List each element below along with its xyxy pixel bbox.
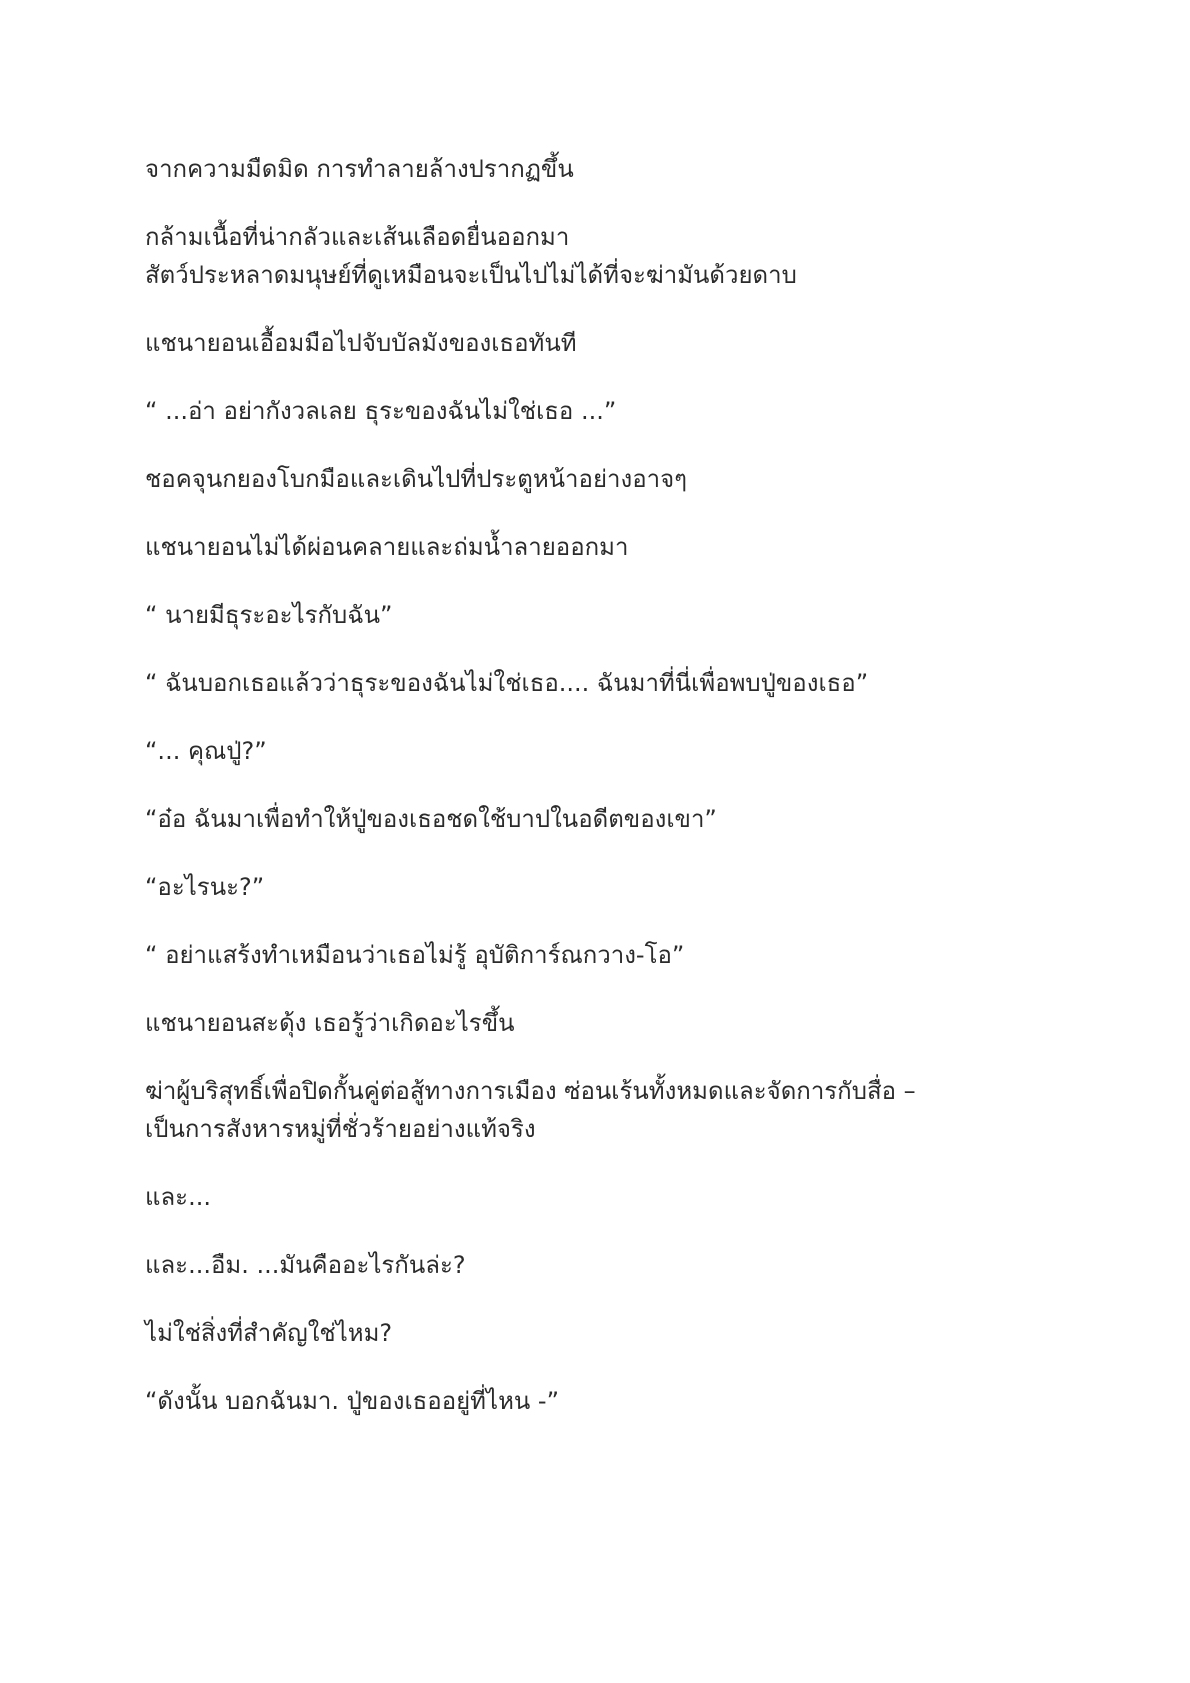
paragraph <box>145 392 1045 430</box>
paragraph <box>145 732 1045 770</box>
text-line: จากความมืดมิด การทำลายล้างปรากฏขึ้น <box>145 155 574 183</box>
paragraph <box>145 528 1045 566</box>
paragraph <box>145 1072 1045 1148</box>
paragraph <box>145 800 1045 838</box>
paragraph <box>145 150 1045 188</box>
paragraph <box>145 324 1045 362</box>
text-line: “อะไรนะ?” <box>145 873 265 901</box>
paragraph <box>145 664 1045 702</box>
text-line: แชนายอนสะดุ้ง เธอรู้ว่าเกิดอะไรขึ้น <box>145 1009 515 1037</box>
text-line: แชนายอนเอื้อมมือไปจับบัลมังของเธอทันที <box>145 329 577 357</box>
text-line: สัตว์ประหลาดมนุษย์ที่ดูเหมือนจะเป็นไปไม่ได้ที่จะฆ่ามันด้วยดาบ <box>145 261 797 289</box>
text-line: “อ๋อ ฉันมาเพื่อทำให้ปู่ของเธอชดใช้บาปในอดีตของเขา” <box>145 805 717 833</box>
text-line: “... คุณปู่?” <box>145 737 267 765</box>
text-line: ชอคจุนกยองโบกมือและเดินไปที่ประตูหน้าอย่างอาจๆ <box>145 465 688 493</box>
paragraph <box>145 1314 1045 1352</box>
text-line: “ ...อ่า อย่ากังวลเลย ธุระของฉันไม่ใช่เธอ ...” <box>145 397 617 425</box>
paragraph <box>145 868 1045 906</box>
text-line: กล้ามเนื้อที่น่ากลัวและเส้นเลือดยื่นออกมา <box>145 223 570 251</box>
paragraph <box>145 460 1045 498</box>
text-line: “ นายมีธุระอะไรกับฉัน” <box>145 601 393 629</box>
paragraph <box>145 1178 1045 1216</box>
paragraph <box>145 1246 1045 1284</box>
text-line: และ... <box>145 1183 211 1211</box>
paragraph <box>145 218 1045 294</box>
paragraph <box>145 1004 1045 1042</box>
text-line: แชนายอนไม่ได้ผ่อนคลายและถ่มน้ำลายออกมา <box>145 533 629 561</box>
paragraph <box>145 1382 1045 1420</box>
text-line: ไม่ใช่สิ่งที่สำคัญใช่ไหม? <box>145 1319 393 1347</box>
text-line: ฆ่าผู้บริสุทธิ์เพื่อปิดกั้นคู่ต่อสู้ทางการเมือง ซ่อนเร้นทั้งหมดและจัดการกับสื่อ – <box>145 1077 916 1105</box>
paragraph <box>145 596 1045 634</box>
text-line: “ ฉันบอกเธอแล้วว่าธุระของฉันไม่ใช่เธอ.... ฉันมาที่นี่เพื่อพบปู่ของเธอ” <box>145 669 869 697</box>
document-body <box>145 150 1045 1450</box>
text-line: “ดังนั้น บอกฉันมา. ปู่ของเธออยู่ที่ไหน -” <box>145 1387 560 1415</box>
text-line: และ...อืม. ...มันคืออะไรกันล่ะ? <box>145 1251 466 1279</box>
text-line: “ อย่าแสร้งทำเหมือนว่าเธอไม่รู้ อุบัติการ์ณกวาง-โอ” <box>145 941 685 969</box>
paragraph <box>145 936 1045 974</box>
text-line: เป็นการสังหารหมู่ที่ชั่วร้ายอย่างแท้จริง <box>145 1115 536 1143</box>
